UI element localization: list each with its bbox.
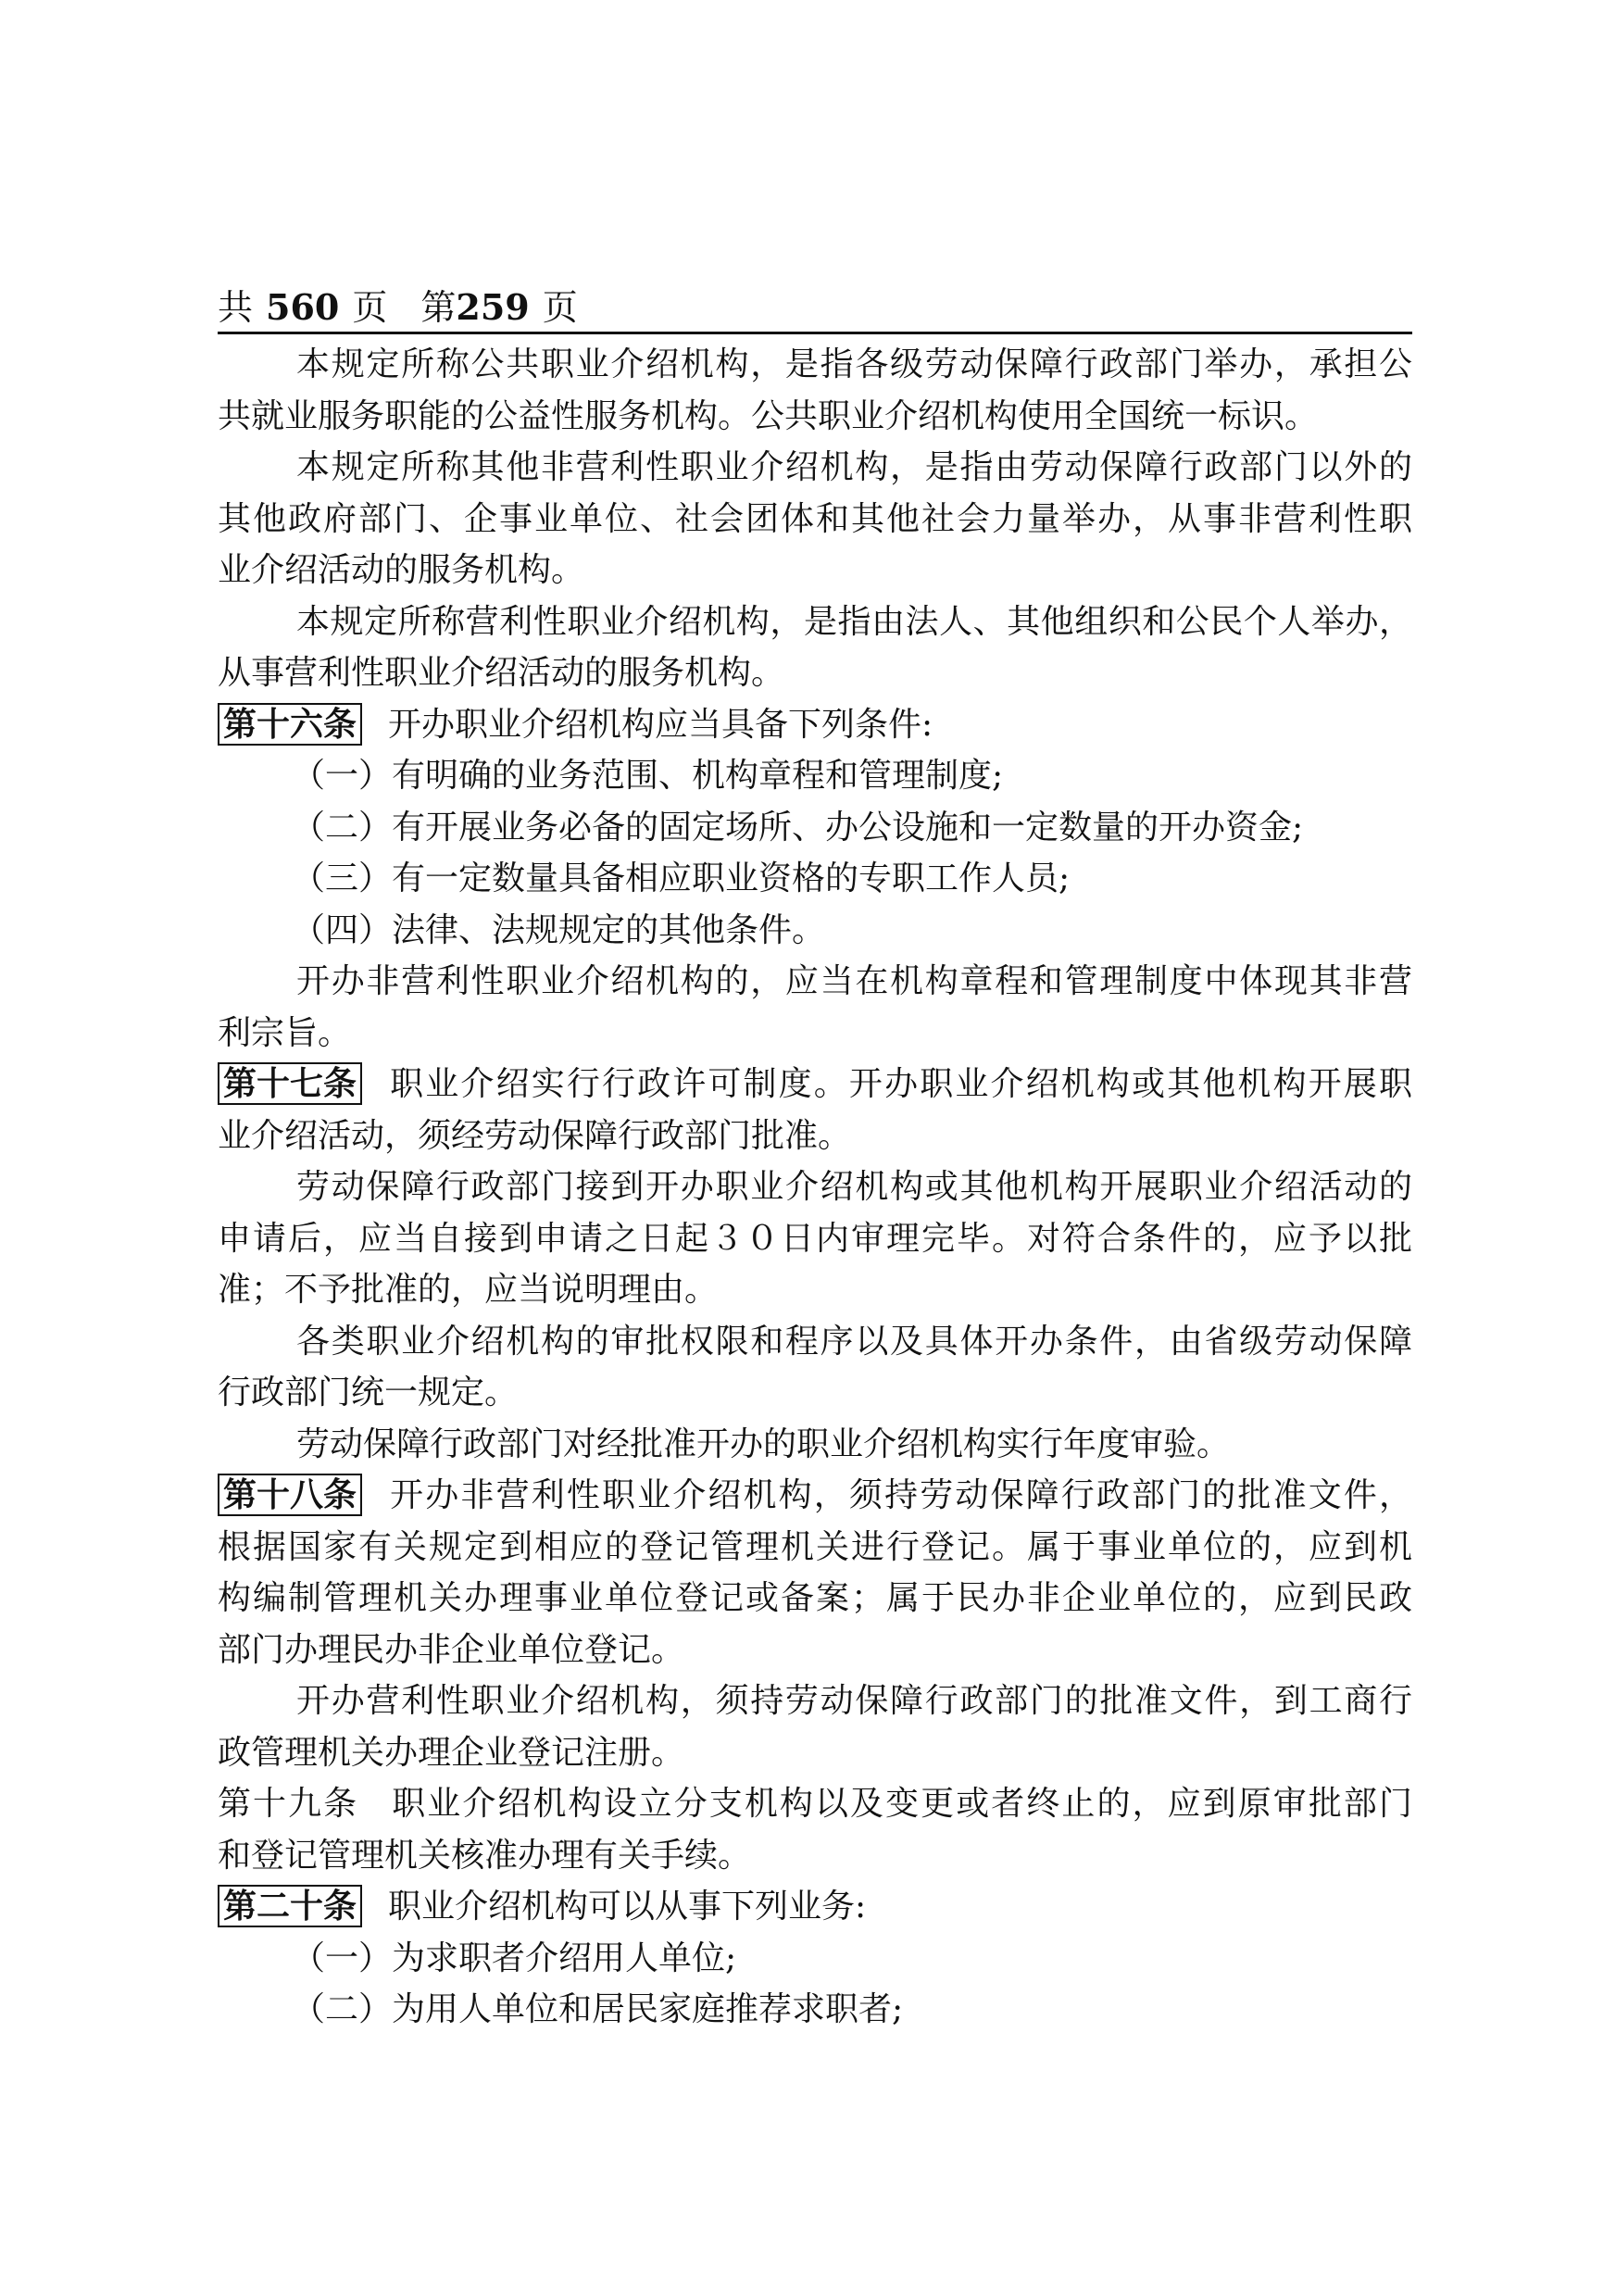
article-heading: 第十八条 <box>218 1474 362 1516</box>
paragraph-line: 构编制管理机关办理事业单位登记或备案；属于民办非企业单位的，应到民政 <box>218 1579 1412 1617</box>
paragraph-line: 劳动保障行政部门对经批准开办的职业介绍机构实行年度审验。 <box>296 1424 1231 1463</box>
paragraph-line: 劳动保障行政部门接到开办职业介绍机构或其他机构开展职业介绍活动的 <box>296 1168 1412 1206</box>
article-line <box>218 1059 1412 1110</box>
total-suffix: 页 <box>352 287 388 328</box>
paragraph-line: 根据国家有关规定到相应的登记管理机关进行登记。属于事业单位的，应到机 <box>218 1527 1412 1566</box>
current-suffix: 页 <box>542 287 578 328</box>
article-heading: 第十七条 <box>218 1062 362 1105</box>
current-prefix: 第 <box>420 287 457 328</box>
article-text: 职业介绍机构设立分支机构以及变更或者终止的，应到原审批部门 <box>392 1785 1412 1823</box>
article-text: 职业介绍机构可以从事下列业务: <box>388 1888 867 1926</box>
paragraph-line: 开办非营利性职业介绍机构的，应当在机构章程和管理制度中体现其非营 <box>296 962 1412 1000</box>
list-item: （一）为求职者介绍用人单位; <box>292 1938 737 1977</box>
article-text: 职业介绍实行行政许可制度。开办职业介绍机构或其他机构开展职 <box>388 1065 1412 1103</box>
paragraph-line: 准；不予批准的，应当说明理由。 <box>218 1271 719 1309</box>
list-item: （三）有一定数量具备相应职业资格的专职工作人员; <box>292 859 1071 897</box>
article-heading: 第二十条 <box>218 1885 362 1927</box>
paragraph-line: 共就业服务职能的公益性服务机构。公共职业介绍机构使用全国统一标识。 <box>218 396 1319 435</box>
paragraph-line: 业介绍活动的服务机构。 <box>218 551 585 589</box>
paragraph-line: 利宗旨。 <box>218 1013 352 1052</box>
paragraph-line: 开办营利性职业介绍机构，须持劳动保障行政部门的批准文件，到工商行 <box>296 1682 1412 1720</box>
paragraph-line: 其他政府部门、企事业单位、社会团体和其他社会力量举办，从事非营利性职 <box>218 499 1412 538</box>
paragraph-line: 和登记管理机关核准办理有关手续。 <box>218 1836 752 1875</box>
paragraph-line: 本规定所称营利性职业介绍机构，是指由法人、其他组织和公民个人举办， <box>296 602 1412 641</box>
header-rule <box>218 332 1412 334</box>
paragraph-line: 本规定所称公共职业介绍机构，是指各级劳动保障行政部门举办，承担公 <box>296 345 1412 383</box>
paragraph-line: 本规定所称其他非营利性职业介绍机构，是指由劳动保障行政部门以外的 <box>296 448 1412 486</box>
current-page: 259 <box>456 286 530 328</box>
article-line <box>218 1470 1412 1522</box>
article-text: 开办非营利性职业介绍机构，须持劳动保障行政部门的批准文件， <box>388 1476 1412 1514</box>
list-item: （一）有明确的业务范围、机构章程和管理制度; <box>292 757 1004 795</box>
article-heading: 第十九条 <box>218 1785 359 1823</box>
list-item: （二）有开展业务必备的固定场所、办公设施和一定数量的开办资金; <box>292 808 1304 847</box>
total-prefix: 共 <box>218 287 254 328</box>
document-body <box>218 339 1412 2036</box>
article-line <box>218 1778 1412 1830</box>
article-text: 开办职业介绍机构应当具备下列条件: <box>388 705 933 744</box>
list-item: （二）为用人单位和居民家庭推荐求职者; <box>292 1990 904 2028</box>
article-line <box>218 1881 1412 1933</box>
paragraph-line: 政管理机关办理企业登记注册。 <box>218 1733 685 1772</box>
page-header <box>218 283 1412 332</box>
paragraph-line: 行政部门统一规定。 <box>218 1374 519 1411</box>
list-item: （四）法律、法规规定的其他条件。 <box>292 910 826 949</box>
paragraph-line: 业介绍活动，须经劳动保障行政部门批准。 <box>218 1116 852 1155</box>
total-pages: 560 <box>266 286 340 328</box>
paragraph-line: 从事营利性职业介绍活动的服务机构。 <box>218 654 785 692</box>
paragraph-line: 申请后，应当自接到申请之日起３０日内审理完毕。对符合条件的，应予以批 <box>218 1219 1412 1258</box>
paragraph-line: 部门办理民办非企业单位登记。 <box>218 1630 685 1669</box>
paragraph-line: 各类职业介绍机构的审批权限和程序以及具体开办条件，由省级劳动保障 <box>296 1322 1412 1361</box>
article-heading: 第十六条 <box>218 703 362 746</box>
article-line <box>218 699 1412 751</box>
